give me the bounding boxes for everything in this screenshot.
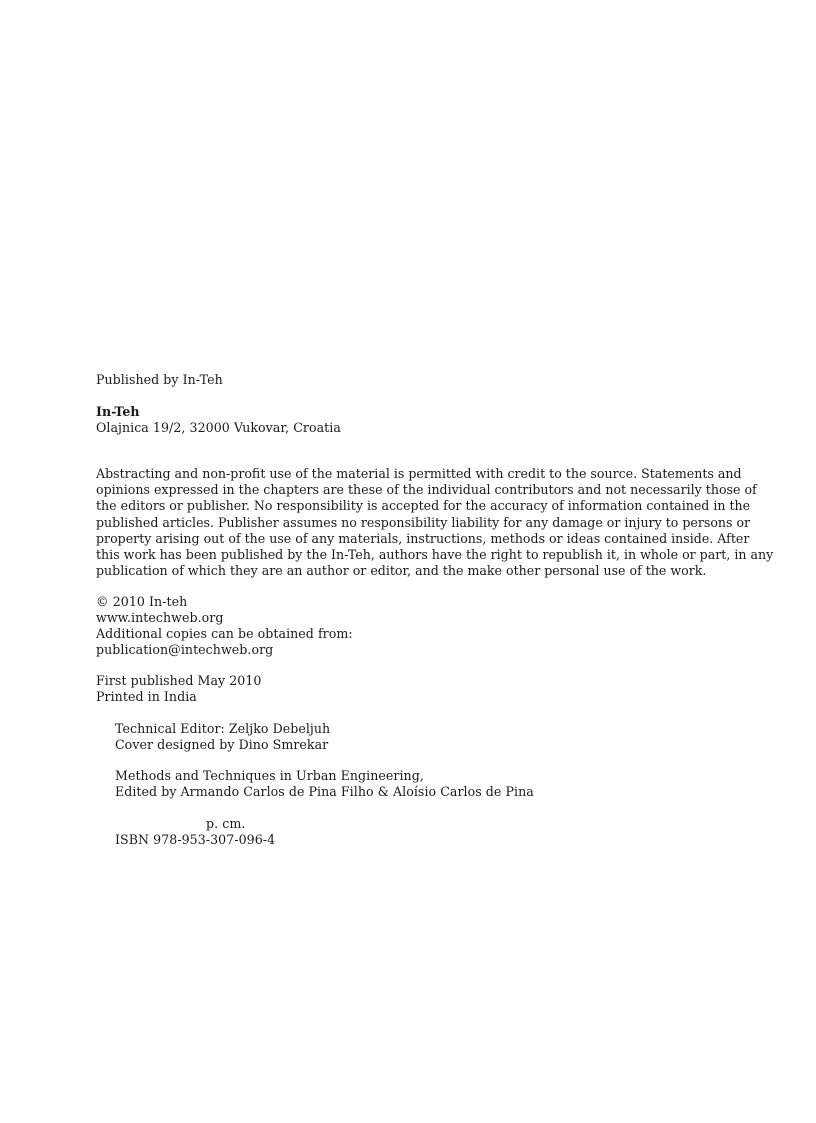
notice-line: property arising out of the use of any materials, instructions, methods or ideas contained inside. After bbox=[96, 530, 750, 546]
notice-line: the editors or publisher. No responsibility is accepted for the accuracy of information contained in the bbox=[96, 498, 751, 514]
technical-editor: Technical Editor: Zeljko Debeljuh bbox=[115, 721, 331, 736]
notice-paragraph bbox=[96, 466, 774, 579]
publisher-address: Olajnica 19/2, 32000 Vukovar, Croatia bbox=[96, 420, 341, 435]
website-link[interactable]: www.intechweb.org bbox=[96, 610, 224, 625]
book-title: Methods and Techniques in Urban Engineering, bbox=[115, 768, 424, 783]
printed-in: Printed in India bbox=[96, 689, 197, 704]
notice-line: publication of which they are an author or editor, and the make other personal use of the work. bbox=[96, 563, 707, 579]
email-link[interactable]: publication@intechweb.org bbox=[96, 642, 274, 657]
copyright-line: © 2010 In-teh bbox=[96, 594, 188, 609]
pages-note: p. cm. bbox=[206, 816, 246, 831]
published-by: Published by In-Teh bbox=[96, 372, 223, 387]
publisher-name: In-Teh bbox=[96, 404, 140, 419]
notice-line: Abstracting and non-profit use of the material is permitted with credit to the source. Statements and bbox=[96, 466, 742, 481]
copies-note: Additional copies can be obtained from: bbox=[96, 626, 353, 641]
first-published: First published May 2010 bbox=[96, 673, 262, 688]
isbn: ISBN 978-953-307-096-4 bbox=[115, 832, 276, 847]
book-editors: Edited by Armando Carlos de Pina Filho & Aloísio Carlos de Pina bbox=[115, 784, 534, 799]
cover-design: Cover designed by Dino Smrekar bbox=[115, 737, 329, 752]
notice-line: opinions expressed in the chapters are these of the individual contributors and not necessarily those of bbox=[96, 482, 757, 498]
notice-line: published articles. Publisher assumes no responsibility liability for any damage or injury to persons or bbox=[96, 514, 751, 530]
notice-line: this work has been published by the In-Teh, authors have the right to republish it, in whole or part, in any bbox=[96, 547, 774, 563]
